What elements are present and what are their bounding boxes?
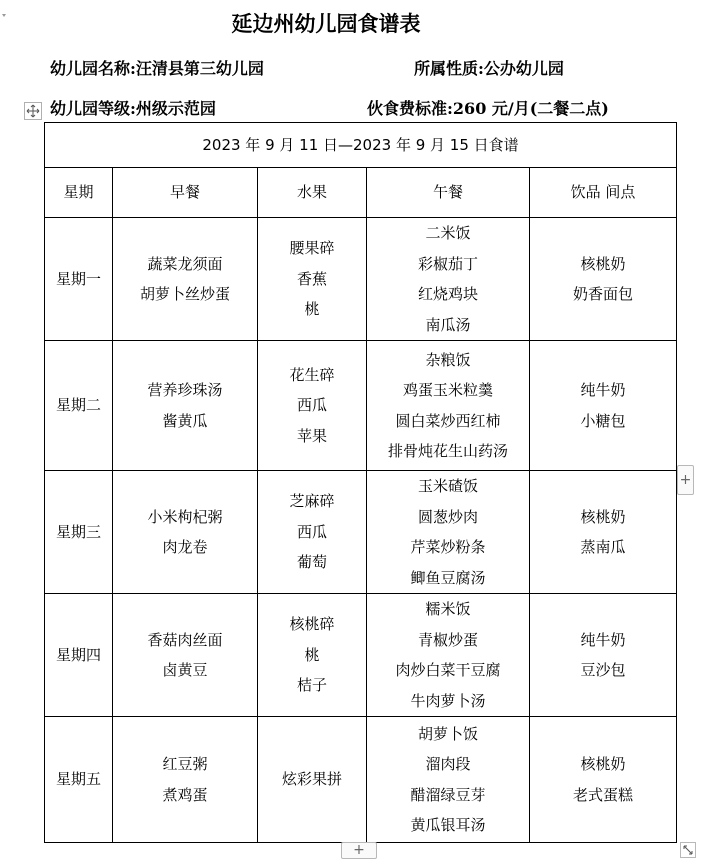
- table-resize-handle-icon[interactable]: [680, 842, 696, 858]
- menu-item: 芹菜炒粉条: [410, 538, 486, 556]
- menu-item: 纯牛奶: [580, 630, 626, 649]
- lunch-cell[interactable]: [367, 471, 530, 594]
- menu-item: 桃: [304, 645, 320, 664]
- menu-item: 奶香面包: [573, 285, 634, 303]
- menu-item: 老式蛋糕: [573, 785, 634, 804]
- day-cell[interactable]: 星期二: [45, 341, 113, 471]
- date-range-caption[interactable]: 2023 年 9 月 11 日—2023 年 9 月 15 日食谱: [45, 123, 677, 168]
- table-row: [45, 471, 677, 594]
- menu-item: 牛肉萝卜汤: [410, 691, 486, 710]
- table-row: [45, 218, 677, 341]
- menu-item: 排骨炖花生山药汤: [387, 442, 508, 460]
- menu-item: 腰果碎: [289, 239, 335, 258]
- lunch-cell[interactable]: [367, 717, 530, 843]
- add-column-button[interactable]: +: [677, 465, 694, 495]
- lunch-cell[interactable]: [367, 218, 530, 341]
- snack-cell[interactable]: [530, 341, 677, 471]
- menu-item: 豆沙包: [580, 661, 626, 679]
- menu-item: 圆葱炒肉: [417, 507, 478, 526]
- fruit-cell[interactable]: [258, 717, 367, 843]
- menu-item: 芝麻碎: [289, 492, 335, 511]
- day-cell[interactable]: 星期五: [45, 717, 113, 843]
- menu-item: 肉龙卷: [162, 538, 208, 556]
- document-title: 延边州幼儿园食谱表: [231, 11, 421, 36]
- kindergarten-nature: 所属性质:公办幼儿园: [414, 59, 564, 78]
- menu-item: 苹果: [296, 426, 327, 445]
- lunch-cell[interactable]: [367, 341, 530, 471]
- fruit-cell[interactable]: [258, 594, 367, 717]
- menu-item: 核桃奶: [580, 755, 626, 773]
- menu-item: 核桃奶: [580, 254, 626, 273]
- table-caption-row: [45, 123, 677, 168]
- table-row: [45, 594, 677, 717]
- add-row-button[interactable]: +: [341, 842, 377, 859]
- menu-item: 西瓜: [296, 396, 327, 415]
- menu-item: 鲫鱼豆腐汤: [410, 568, 486, 587]
- lunch-cell[interactable]: [367, 594, 530, 717]
- menu-item: 卤黄豆: [162, 661, 208, 679]
- menu-item: 鸡蛋玉米粒羹: [402, 381, 493, 399]
- menu-item: 圆白菜炒西红柿: [395, 411, 501, 430]
- menu-item: 彩椒茄丁: [417, 254, 478, 273]
- menu-item: 糯米饭: [425, 600, 471, 618]
- menu-item: 营养珍珠汤: [147, 381, 223, 399]
- menu-item: 桃: [304, 300, 320, 319]
- day-cell[interactable]: 星期三: [45, 471, 113, 594]
- menu-item: 红烧鸡块: [417, 285, 478, 303]
- table-row: [45, 717, 677, 843]
- breakfast-cell[interactable]: [113, 717, 258, 843]
- snack-cell[interactable]: [530, 594, 677, 717]
- snack-cell[interactable]: [530, 471, 677, 594]
- header-fruit[interactable]: 水果: [258, 168, 367, 218]
- menu-item: 杂粮饭: [425, 350, 471, 369]
- menu-item: 青椒炒蛋: [417, 630, 478, 649]
- table-move-handle-icon[interactable]: [24, 102, 42, 120]
- fruit-cell[interactable]: [258, 218, 367, 341]
- kindergarten-name: 幼儿园名称:汪清县第三幼儿园: [50, 59, 264, 78]
- menu-item: 蔬菜龙须面: [147, 254, 223, 273]
- breakfast-cell[interactable]: [113, 341, 258, 471]
- header-lunch[interactable]: 午餐: [367, 168, 530, 218]
- menu-item: 核桃奶: [580, 507, 626, 526]
- kindergarten-level: 幼儿园等级:州级示范园: [50, 99, 216, 118]
- table-row: [45, 341, 677, 471]
- menu-item: 蒸南瓜: [580, 538, 626, 556]
- menu-item: 胡萝卜丝炒蛋: [139, 285, 230, 303]
- menu-item: 煮鸡蛋: [162, 785, 208, 804]
- fruit-cell[interactable]: [258, 471, 367, 594]
- menu-item: 炫彩果拼: [281, 770, 342, 789]
- day-cell[interactable]: 星期四: [45, 594, 113, 717]
- menu-item: 小米枸杞粥: [147, 507, 223, 526]
- breakfast-cell[interactable]: [113, 471, 258, 594]
- menu-item: 香菇肉丝面: [147, 630, 223, 649]
- table-header-row: [45, 168, 677, 218]
- menu-item: 香蕉: [296, 269, 327, 288]
- snack-cell[interactable]: [530, 717, 677, 843]
- menu-item: 醋溜绿豆芽: [410, 785, 486, 804]
- menu-item: 红豆粥: [162, 755, 208, 773]
- breakfast-cell[interactable]: [113, 594, 258, 717]
- header-day[interactable]: 星期: [45, 168, 113, 218]
- breakfast-cell[interactable]: [113, 218, 258, 341]
- menu-item: 酱黄瓜: [162, 411, 208, 430]
- menu-item: 核桃碎: [289, 615, 335, 634]
- menu-item: 西瓜: [296, 522, 327, 541]
- menu-item: 肉炒白菜干豆腐: [395, 661, 501, 679]
- menu-item: 花生碎: [289, 365, 335, 384]
- day-cell[interactable]: 星期一: [45, 218, 113, 341]
- menu-table: [44, 122, 677, 843]
- header-breakfast[interactable]: 早餐: [113, 168, 258, 218]
- menu-item: 二米饭: [425, 224, 471, 242]
- menu-item: 桔子: [296, 676, 327, 695]
- fruit-cell[interactable]: [258, 341, 367, 471]
- menu-item: 纯牛奶: [580, 381, 626, 399]
- menu-item: 胡萝卜饭: [417, 724, 478, 743]
- menu-item: 南瓜汤: [425, 315, 471, 334]
- menu-item: 黄瓜银耳汤: [410, 816, 486, 834]
- snack-cell[interactable]: [530, 218, 677, 341]
- menu-item: 葡萄: [296, 553, 327, 572]
- menu-item: 玉米碴饭: [417, 477, 478, 495]
- header-snack[interactable]: 饮品 间点: [530, 168, 677, 218]
- menu-item: 溜肉段: [425, 755, 471, 773]
- meal-fee-standard: 伙食费标准:260 元/月(二餐二点): [367, 99, 609, 118]
- menu-item: 小糖包: [580, 411, 626, 430]
